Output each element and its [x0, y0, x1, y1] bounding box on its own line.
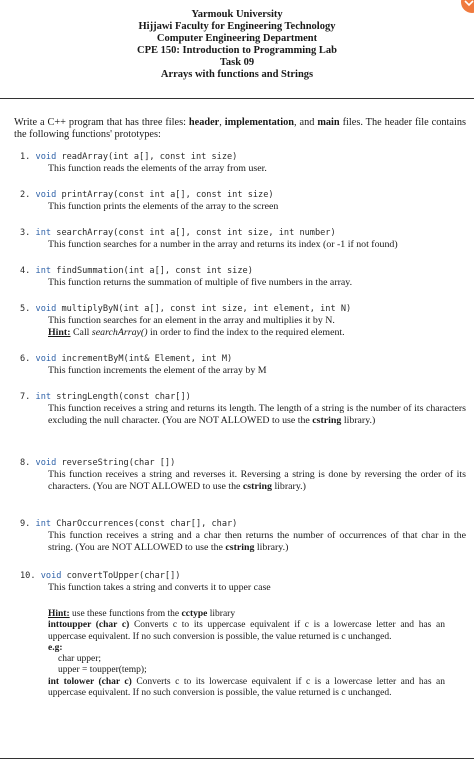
function-prototype: 9. int CharOccurrences(const char[], char) [20, 519, 238, 529]
toupper-signature: inttoupper (char c) [48, 620, 130, 631]
hint-function-name: searchArray() [91, 326, 148, 338]
function-item-4 [20, 266, 466, 289]
function-description: This function takes a string and converts it to upper case [48, 582, 271, 593]
function-prototype: 4. int findSummation(int a[], const int size) [20, 266, 253, 276]
intro-implementation-word: implementation [224, 117, 294, 128]
function-item-10 [20, 571, 466, 594]
function-item-8 [20, 458, 466, 492]
function-item-6 [20, 354, 466, 377]
library-name: cstring [225, 541, 255, 553]
example-label: e.g: [48, 642, 63, 653]
tolower-description: int tolower (char c) Converts c to its lowercase equivalent if c is a lowercase letter and has an uppercase equivalent. If no such conversion is possible, the value returned is c unchanged. [48, 676, 445, 699]
department-name: Computer Engineering Department [156, 33, 318, 44]
hint-label: Hint: [48, 609, 70, 619]
library-name: cstring [312, 414, 342, 426]
function-item-1 [20, 152, 466, 175]
function-description: This function searches for a number in the array and returns its index (or -1 if not found) [48, 239, 398, 250]
function-item-5 [20, 304, 466, 338]
intro-text: files. The header file contains the following functions' prototypes: [14, 117, 466, 140]
function-prototype: 7. int stringLength(const char[]) [20, 392, 191, 402]
function-description: This function receives a string and a char then returns the number of occurrences of that char in the string. (You are NOT ALLOWED to use the cstring library.) [48, 530, 466, 553]
intro-sep: , and [293, 117, 318, 128]
function-description: This function receives a string and returns its length. The length of a string is the number of its characters excluding the null character. (You are NOT ALLOWED to use the cstring library.) [48, 403, 466, 426]
function-description: This function searches for an element in the array and multiplies it by N. Hint: Call searchArray() in order to find the index to the required element. [48, 315, 345, 338]
function-description: This function prints the elements of the array to the screen [48, 201, 279, 212]
example-line-1: char upper; [58, 654, 101, 665]
function-prototype: 8. void reverseString(char []) [20, 458, 176, 468]
top-divider [0, 98, 474, 99]
cctype-hint-block [48, 609, 445, 699]
intro-main-word: main [317, 117, 340, 128]
example-line-2: upper = toupper(temp); [58, 665, 147, 676]
intro-text: Write a C++ program that has three files: [14, 117, 189, 128]
function-description: This function increments the element of the array by M [48, 365, 267, 376]
library-name: cstring [242, 480, 272, 492]
function-prototype: 5. void multiplyByN(int a[], const int size, int element, int N) [20, 304, 352, 314]
function-description: This function receives a string and reverses it. Reversing a string is done by reversing the order of its characters. (You are NOT ALLOWED to use the cstring library.) [48, 469, 466, 492]
function-item-2 [20, 190, 466, 213]
intro-sep: , [219, 117, 225, 128]
intro-paragraph [14, 117, 466, 141]
function-prototype: 10. void convertToUpper(char[]) [20, 571, 181, 581]
chevron-down-icon [464, 0, 474, 7]
university-name: Yarmouk University [191, 9, 283, 20]
task-number: Task 09 [219, 57, 255, 68]
function-item-7 [20, 392, 466, 426]
function-prototype: 1. void readArray(int a[], const int size) [20, 152, 238, 162]
bottom-divider [0, 758, 474, 759]
hint-label: Hint: [48, 326, 71, 338]
function-description: This function returns the summation of multiple of five numbers in the array. [48, 277, 353, 288]
tolower-signature: int tolower (char c) [48, 676, 132, 687]
function-prototype: 2. void printArray(const int a[], const int size) [20, 190, 274, 200]
library-name: cctype [181, 609, 208, 619]
faculty-name: Hijjawi Faculty for Engineering Technology [138, 21, 336, 32]
hint-intro: Hint: use these functions from the cctype library [48, 609, 236, 619]
function-prototype: 3. int searchArray(const int a[], const int size, int number) [20, 228, 336, 238]
function-prototype: 6. void incrementByM(int& Element, int M) [20, 354, 233, 364]
function-item-9 [20, 519, 466, 553]
function-item-3 [20, 228, 466, 251]
intro-header-word: header [188, 117, 220, 128]
function-description: This function reads the elements of the array from user. [48, 163, 267, 174]
course-title: CPE 150: Introduction to Programming Lab [137, 45, 337, 56]
task-topic: Arrays with functions and Strings [160, 69, 314, 80]
toupper-description: inttoupper (char c) Converts c to its uppercase equivalent if c is a lowercase letter and has an uppercase equivalent. If no such conversion is possible, the value returned is c unchanged. [48, 620, 446, 642]
